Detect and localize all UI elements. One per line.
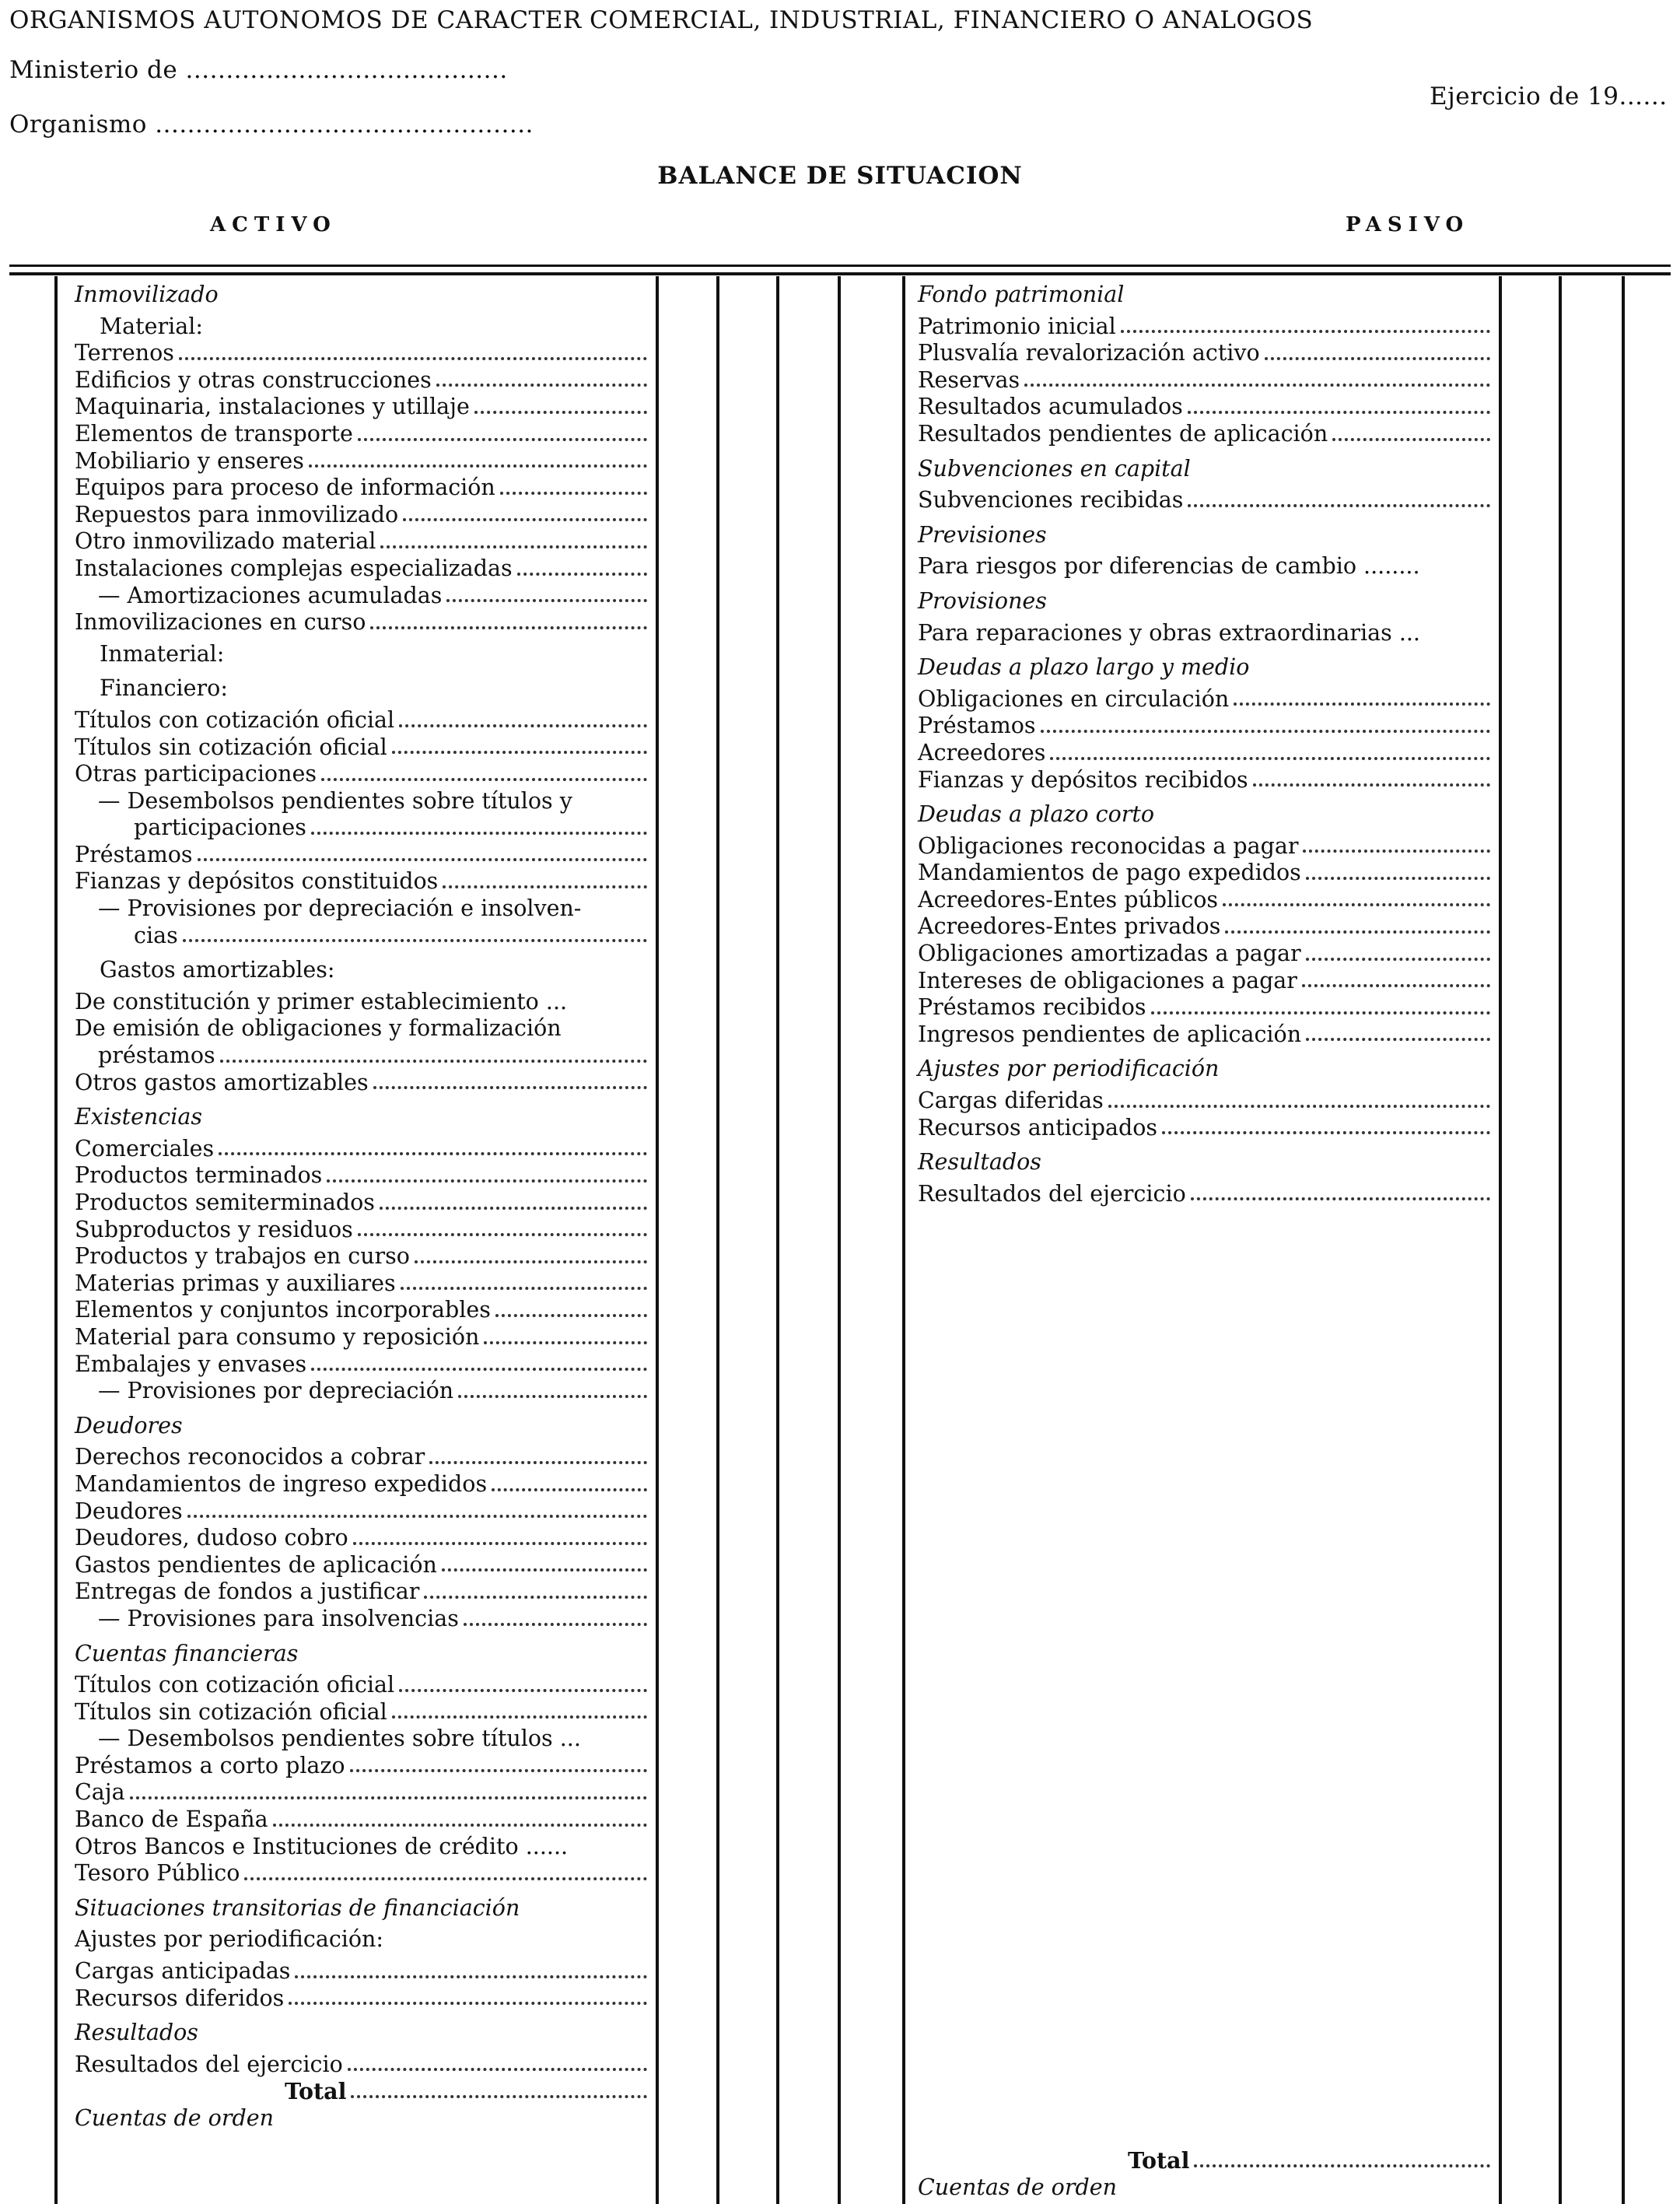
document-heading: ORGANISMOS AUTONOMOS DE CARACTER COMERCIAL, INDUSTRIAL, FINANCIERO O ANALOGOS [9,6,1314,34]
activo-row [75,815,649,842]
activo-amount-rule-1 [656,276,659,2204]
row-label: Banco de España [75,1806,268,1833]
leader-dots [495,1314,647,1317]
header-rule-bottom [9,272,1671,275]
subsection-financiero: Financiero: [100,675,228,702]
pasivo-row [918,686,1492,713]
pasivo-total-row [918,2147,1492,2174]
leader-dots [373,1086,647,1089]
pasivo-column [918,280,1492,1207]
subsection-inmaterial: Inmaterial: [100,640,225,667]
balance-title: BALANCE DE SITUACION [657,162,1023,190]
row-label: Acreedores-Entes privados [918,913,1221,940]
row-label: Material para consumo y reposición [75,1323,480,1350]
leader-dots [442,1568,647,1572]
pasivo-row [918,421,1492,448]
leader-dots [1234,703,1490,706]
leader-dots [1194,2164,1490,2167]
leader-dots [458,1395,647,1398]
leader-dots [348,2068,647,2071]
section-inmovilizado: Inmovilizado [75,282,219,307]
leader-dots [1108,1105,1490,1108]
leader-dots [443,885,647,888]
activo-amount-rule-4 [838,276,841,2204]
leader-dots [1302,984,1490,987]
activo-row [75,340,649,367]
activo-row [75,583,649,610]
row-label: Fianzas y depósitos recibidos [918,766,1248,793]
activo-row [75,475,649,502]
row-label: préstamos [98,1042,215,1069]
activo-row: Otros Bancos e Instituciones de crédito ...... [75,1833,569,1859]
leader-dots [1306,1038,1490,1041]
total-label: Total [1128,2147,1190,2174]
leader-dots [1253,783,1490,787]
row-label: Patrimonio inicial [918,313,1116,339]
row-label: Préstamos [918,713,1036,739]
leader-dots [464,1623,647,1626]
activo-row: De constitución y primer establecimiento ... [75,988,568,1014]
section-cuentas-orden: Cuentas de orden [75,2105,274,2131]
pasivo-row [918,887,1492,914]
section-deudas-corto: Deudas a plazo corto [918,801,1154,828]
row-label: Inmovilizaciones en curso [75,609,366,636]
row-label: Intereses de obligaciones a pagar [918,967,1297,993]
activo-row [75,1136,649,1163]
ejercicio-field: Ejercicio de 19...... [1430,82,1668,110]
leader-dots [130,1796,647,1799]
activo-row [75,1217,649,1244]
activo-row [75,448,649,475]
row-label: Resultados del ejercicio [918,1180,1186,1207]
pasivo-row [918,913,1492,941]
row-label: Entregas de fondos a justificar [75,1579,420,1605]
pasivo-row [918,1088,1492,1115]
row-label: Subvenciones recibidas [918,487,1184,513]
subsection-gastos: Gastos amortizables: [100,957,335,983]
activo-row [75,1042,649,1070]
row-label: Elementos y conjuntos incorporables [75,1297,491,1323]
pasivo-row [918,994,1492,1021]
section-existencias: Existencias [75,1104,202,1130]
leader-dots [446,599,647,602]
leader-dots [474,411,647,414]
row-label: Subproductos y residuos [75,1216,353,1242]
activo-amount-rule-3 [776,276,779,2204]
row-label: Fianzas y depósitos constituidos [75,868,439,895]
row-label: Títulos sin cotización oficial [75,1698,387,1725]
leader-dots [179,357,647,360]
activo-label: ACTIVO [210,213,337,237]
pasivo-amount-rule-2 [1559,276,1562,2204]
pasivo-row [918,367,1492,394]
leader-dots [187,1515,647,1518]
activo-row [75,707,649,734]
pasivo-row [918,833,1492,860]
leader-dots [429,1461,647,1464]
pasivo-amount-rule-1 [1499,276,1502,2204]
pasivo-left-rule [902,276,905,2204]
row-label: Caja [75,1779,125,1806]
activo-row [75,1324,649,1351]
pasivo-row [918,713,1492,740]
activo-row [75,1606,649,1633]
activo-row [75,1498,649,1526]
activo-row [75,394,649,421]
section-provisiones: Provisiones [918,587,1047,614]
activo-amount-rule-2 [716,276,719,2204]
activo-row [75,1779,649,1806]
pasivo-row [918,860,1492,887]
section-fondo-patrimonial: Fondo patrimonial [918,282,1125,307]
activo-row [75,842,649,869]
activo-row [75,421,649,448]
activo-row [75,1525,649,1552]
section-deudores: Deudores [75,1412,183,1438]
header-rule-top [9,265,1671,267]
row-label: Maquinaria, instalaciones y utillaje [75,394,470,420]
leader-dots [1024,384,1490,387]
section-subvenciones: Subvenciones en capital [918,455,1191,482]
pasivo-label: PASIVO [1346,213,1470,237]
leader-dots [289,2002,647,2005]
row-label: Materias primas y auxiliares [75,1270,396,1296]
activo-row: — Provisiones por depreciación e insolven- [98,895,582,922]
leader-dots [1265,357,1490,360]
activo-row [75,1753,649,1780]
activo-row [75,1552,649,1579]
leader-dots [198,858,647,861]
row-label: Elementos de transporte [75,420,353,447]
row-label: Terrenos [75,340,174,366]
leader-dots [380,545,647,548]
activo-row [75,2052,649,2079]
leader-dots [517,573,647,576]
organismo-field: Organismo ............................................... [9,110,534,138]
leader-dots [358,1233,647,1236]
activo-row: — Desembolsos pendientes sobre títulos ... [98,1726,581,1752]
leader-dots [1306,958,1490,961]
section-previsiones: Previsiones [918,521,1047,548]
row-label: Acreedores-Entes públicos [918,886,1219,913]
activo-left-rule [54,276,58,2204]
row-label: Préstamos a corto plazo [75,1752,345,1778]
activo-row [75,761,649,788]
row-label: Préstamos [75,841,193,867]
leader-dots [399,1689,647,1692]
row-label: Productos y trabajos en curso [75,1243,410,1270]
leader-dots [351,2095,647,2098]
subsection-ajustes: Ajustes por periodificación: [75,1926,384,1953]
row-label: Embalajes y envases [75,1351,307,1377]
activo-row [75,1070,649,1097]
activo-column [75,280,649,2132]
activo-row [75,1351,649,1379]
pasivo-amount-rule-3 [1622,276,1625,2204]
leader-dots [424,1596,647,1599]
leader-dots [1225,930,1490,934]
activo-row [75,1699,649,1726]
row-label: Obligaciones en circulación [918,685,1230,712]
activo-row [75,609,649,636]
leader-dots [399,724,647,727]
pasivo-row: Para riesgos por diferencias de cambio ........ [918,553,1420,580]
total-label: Total [285,2078,347,2105]
leader-dots [1303,850,1490,853]
pasivo-bottom [918,2147,1492,2201]
activo-row [75,367,649,394]
activo-row [75,1806,649,1834]
section-cuentas-financieras: Cuentas financieras [75,1640,299,1666]
activo-row [75,1579,649,1606]
section-cuentas-orden: Cuentas de orden [918,2174,1117,2200]
pasivo-row [918,487,1492,514]
row-label: Ingresos pendientes de aplicación [918,1021,1302,1047]
leader-dots [220,1060,647,1063]
section-ajustes-periodificacion: Ajustes por periodificación [918,1056,1220,1082]
leader-dots [327,1179,647,1183]
row-label: Mobiliario y enseres [75,447,304,474]
section-resultados: Resultados [918,1149,1041,1176]
activo-row: De emisión de obligaciones y formalización [75,1015,562,1042]
row-label: Repuestos para inmovilizado [75,501,399,527]
leader-dots [358,438,647,441]
pasivo-row [918,941,1492,968]
row-label: Obligaciones reconocidas a pagar [918,832,1299,859]
row-label: Mandamientos de pago expedidos [918,860,1301,886]
row-label: Otros gastos amortizables [75,1069,369,1095]
activo-row [75,1190,649,1217]
activo-row [75,555,649,583]
activo-row [75,734,649,762]
pasivo-row [918,1181,1492,1208]
row-label: Obligaciones amortizadas a pagar [918,941,1301,967]
leader-dots [500,492,647,495]
activo-row [75,528,649,555]
section-situaciones: Situaciones transitorias de financiación [75,1894,520,1921]
row-label: Recursos diferidos [75,1985,285,2011]
leader-dots [1188,411,1490,414]
leader-dots [1151,1011,1490,1014]
leader-dots [1121,330,1490,333]
leader-dots [492,1488,647,1491]
leader-dots [1050,757,1490,760]
leader-dots [244,1877,647,1880]
activo-row [75,1958,649,1985]
row-label: Tesoro Público [75,1860,240,1887]
row-label: Plusvalía revalorización activo [918,340,1260,366]
row-label: Productos terminados [75,1162,323,1189]
leader-dots [392,751,647,754]
row-label: Cargas diferidas [918,1088,1104,1114]
row-label: Cargas anticipadas [75,1958,291,1985]
leader-dots [219,1152,647,1155]
activo-row [75,1471,649,1498]
row-label: Otras participaciones [75,761,317,787]
row-label: Resultados acumulados [918,394,1183,420]
pasivo-row [918,968,1492,995]
row-label: Derechos reconocidos a cobrar [75,1444,425,1470]
pasivo-row: Para reparaciones y obras extraordinarias ... [918,619,1420,646]
leader-dots [436,384,647,387]
leader-dots [321,778,647,781]
pasivo-row [918,314,1492,341]
activo-row [75,1444,649,1471]
activo-row [75,868,649,895]
row-label: Productos semiterminados [75,1190,375,1215]
row-label: Acreedores [918,739,1046,766]
row-label: Equipos para proceso de información [75,475,495,501]
row-label: participaciones [134,815,306,841]
row-label: Edificios y otras construcciones [75,366,432,393]
row-label: Préstamos recibidos [918,994,1146,1021]
row-label: Gastos pendientes de aplicación [75,1551,437,1578]
leader-dots [1162,1131,1490,1134]
leader-dots [484,1341,647,1344]
leader-dots [1188,504,1490,507]
activo-row [75,1378,649,1405]
activo-row: — Desembolsos pendientes sobre títulos y [98,787,572,814]
subsection-material: Material: [100,313,203,339]
activo-row [75,1297,649,1324]
leader-dots [350,1769,647,1772]
pasivo-row [918,1021,1492,1049]
row-label: Instalaciones complejas especializadas [75,555,513,581]
leader-dots [1041,730,1490,733]
pasivo-row [918,1115,1492,1142]
row-label: Reservas [918,366,1020,393]
activo-total-row [75,2078,649,2105]
leader-dots [415,1260,647,1263]
row-label: Títulos con cotización oficial [75,1672,395,1698]
leader-dots [1306,877,1490,880]
leader-dots [401,1287,647,1290]
leader-dots [295,1975,647,1978]
ministerio-field: Ministerio de ........................................ [9,56,508,84]
activo-row [75,1672,649,1699]
leader-dots [392,1715,647,1719]
leader-dots [309,464,647,468]
activo-row [75,1985,649,2013]
pasivo-row [918,767,1492,794]
activo-row [75,1243,649,1270]
row-label: Títulos sin cotización oficial [75,734,387,760]
row-label: — Provisiones por depreciación [98,1378,454,1404]
row-label: Deudores, dudoso cobro [75,1525,348,1551]
row-label: Recursos anticipados [918,1114,1157,1141]
leader-dots [311,1368,647,1371]
leader-dots [183,939,647,942]
row-label: Comerciales [75,1135,215,1162]
row-label: Resultados del ejercicio [75,2051,343,2077]
activo-row [75,1270,649,1298]
leader-dots [1332,438,1490,441]
row-label: cias [134,922,178,948]
pasivo-row [918,340,1492,367]
leader-dots [273,1824,647,1827]
row-label: — Amortizaciones acumuladas [98,582,443,608]
leader-dots [353,1542,647,1545]
leader-dots [311,832,647,835]
leader-dots [370,626,647,629]
leader-dots [380,1207,647,1210]
activo-row [75,502,649,529]
leader-dots [403,518,647,521]
row-label: Mandamientos de ingreso expedidos [75,1470,488,1497]
leader-dots [1191,1197,1490,1200]
activo-row [75,1162,649,1190]
activo-row [75,1860,649,1887]
row-label: — Provisiones para insolvencias [98,1605,459,1631]
section-resultados: Resultados [75,2020,198,2046]
section-deudas-largo: Deudas a plazo largo y medio [918,654,1250,681]
row-label: Títulos con cotización oficial [75,706,395,733]
activo-row [75,923,649,950]
row-label: Otro inmovilizado material [75,528,376,555]
pasivo-row [918,740,1492,767]
leader-dots [1223,903,1490,906]
pasivo-row [918,394,1492,421]
row-label: Deudores [75,1498,183,1524]
row-label: Resultados pendientes de aplicación [918,420,1328,447]
